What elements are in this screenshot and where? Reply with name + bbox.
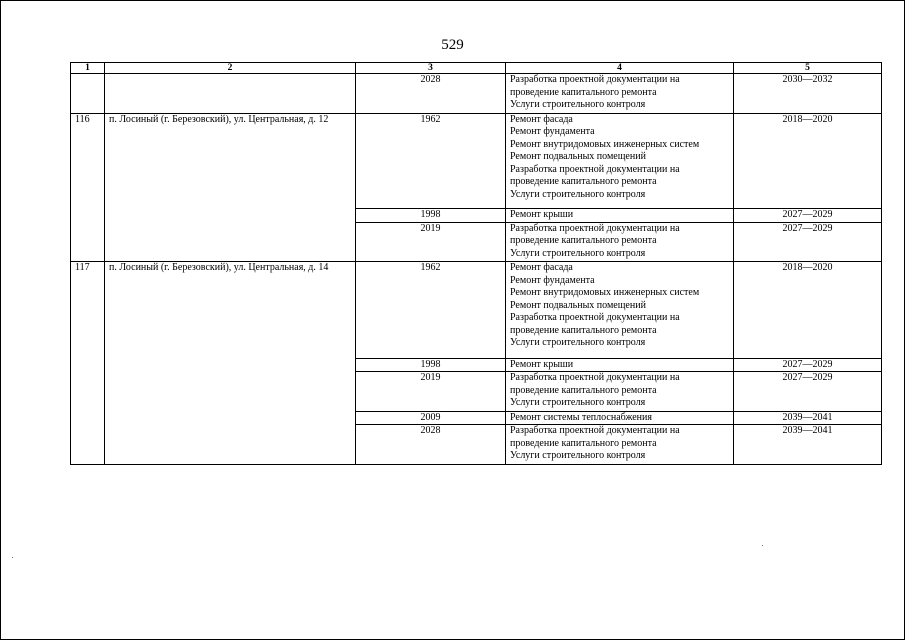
work-item: Услуги строительного контроля <box>510 99 646 110</box>
repair-period: 2018—2020 <box>734 262 882 359</box>
table-body <box>71 74 882 465</box>
work-item: проведение капитального ремонта <box>510 235 657 246</box>
header-col-5: 5 <box>734 63 882 74</box>
work-item: Услуги строительного контроля <box>510 337 646 348</box>
table-row <box>71 262 882 359</box>
work-item: Ремонт фасада <box>510 262 573 273</box>
commission-year: 1962 <box>356 113 506 209</box>
work-item: Услуги строительного контроля <box>510 247 646 259</box>
work-item: Разработка проектной документации на <box>510 163 680 175</box>
work-item: Ремонт системы теплоснабжения <box>510 411 652 423</box>
work-item: Разработка проектной документации на <box>510 372 680 383</box>
table-header-row <box>71 63 882 74</box>
table-row <box>71 113 882 209</box>
table-row <box>71 74 882 114</box>
work-item: проведение капитального ремонта <box>510 86 657 98</box>
work-item: Услуги строительного контроля <box>510 397 646 408</box>
work-item: Разработка проектной документации на <box>510 312 680 323</box>
work-list <box>506 358 734 372</box>
repair-period: 2039—2041 <box>734 425 882 465</box>
row-address <box>105 74 356 114</box>
work-list <box>506 222 734 262</box>
work-list <box>506 372 734 412</box>
work-item: Услуги строительного контроля <box>510 188 646 200</box>
repair-period: 2027—2029 <box>734 358 882 372</box>
scan-speck <box>762 545 763 546</box>
repair-schedule-table <box>70 62 882 465</box>
work-item: Разработка проектной документации на <box>510 425 680 436</box>
commission-year: 1998 <box>356 209 506 223</box>
repair-period: 2027—2029 <box>734 372 882 412</box>
commission-year: 1962 <box>356 262 506 359</box>
commission-year: 2019 <box>356 372 506 412</box>
work-item: Ремонт подвальных помещений <box>510 299 646 311</box>
page-number: 529 <box>441 37 464 53</box>
work-item: проведение капитального ремонта <box>510 384 657 396</box>
work-item: Услуги строительного контроля <box>510 450 646 461</box>
work-list <box>506 209 734 223</box>
commission-year: 1998 <box>356 358 506 372</box>
header-col-1: 1 <box>71 63 105 74</box>
commission-year: 2028 <box>356 74 506 114</box>
header-col-2: 2 <box>105 63 356 74</box>
work-item: Ремонт крыши <box>510 358 574 370</box>
work-item: проведение капитального ремонта <box>510 176 657 187</box>
work-item: Ремонт подвальных помещений <box>510 151 646 162</box>
repair-period: 2039—2041 <box>734 411 882 425</box>
work-list <box>506 262 734 359</box>
work-item: проведение капитального ремонта <box>510 437 657 449</box>
work-list <box>506 411 734 425</box>
row-number: 117 <box>71 262 105 465</box>
row-number: 116 <box>71 113 105 262</box>
commission-year: 2028 <box>356 425 506 465</box>
work-list <box>506 425 734 465</box>
work-item: Ремонт фундамента <box>510 274 595 286</box>
work-item: Ремонт фасада <box>510 113 573 125</box>
work-item: Ремонт фундамента <box>510 126 595 137</box>
row-address: п. Лосиный (г. Березовский), ул. Центральная, д. 14 <box>105 262 356 465</box>
work-list <box>506 113 734 209</box>
work-item: Разработка проектной документации на <box>510 222 680 234</box>
commission-year: 2009 <box>356 411 506 425</box>
work-item: Ремонт крыши <box>510 209 574 220</box>
commission-year: 2019 <box>356 222 506 262</box>
repair-period: 2030—2032 <box>734 74 882 114</box>
repair-period: 2027—2029 <box>734 209 882 223</box>
work-item: Разработка проектной документации на <box>510 74 680 85</box>
work-list <box>506 74 734 114</box>
scan-speck <box>12 557 13 558</box>
work-item: проведение капитального ремонта <box>510 324 657 336</box>
row-number <box>71 74 105 114</box>
repair-period: 2027—2029 <box>734 222 882 262</box>
work-item: Ремонт внутридомовых инженерных систем <box>510 138 700 150</box>
repair-period: 2018—2020 <box>734 113 882 209</box>
header-col-3: 3 <box>356 63 506 74</box>
row-address: п. Лосиный (г. Березовский), ул. Центральная, д. 12 <box>105 113 356 262</box>
header-col-4: 4 <box>506 63 734 74</box>
work-item: Ремонт внутридомовых инженерных систем <box>510 287 700 298</box>
